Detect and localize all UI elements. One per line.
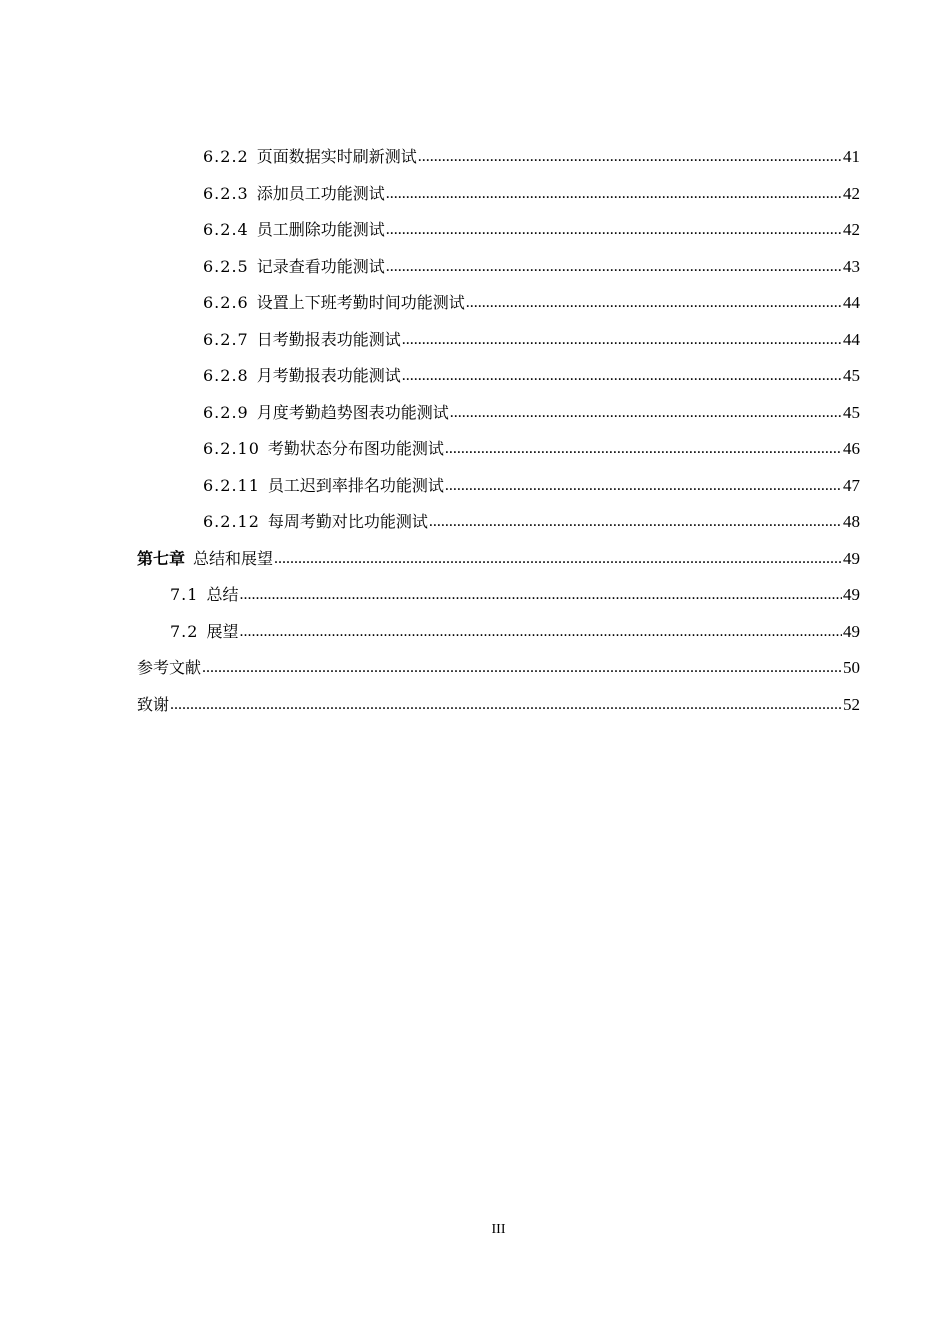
toc-entry[interactable] [170, 569, 860, 605]
toc-entry[interactable] [203, 204, 860, 240]
toc-entry-title: 总结 [206, 585, 239, 604]
toc-entry-page: 45 [843, 402, 860, 422]
toc-dot-leader [402, 366, 842, 386]
toc-entry-number: 6.2.10 [203, 439, 260, 458]
toc-chapter-entry[interactable] [137, 533, 860, 569]
toc-entry[interactable] [137, 679, 860, 715]
toc-entry[interactable] [203, 423, 860, 459]
toc-dot-leader [418, 147, 842, 167]
toc-entry-page: 50 [843, 658, 860, 677]
toc-entry-title: 员工删除功能测试 [256, 220, 385, 239]
toc-dot-leader [386, 220, 842, 240]
toc-entry-number: 7.1 [170, 585, 199, 604]
toc-entry-number: 6.2.11 [203, 475, 260, 495]
toc-entry-page: 49 [843, 585, 860, 604]
toc-entry[interactable] [203, 277, 860, 313]
page-footer-number: III [491, 1222, 506, 1237]
toc-entry-title: 月考勤报表功能测试 [256, 366, 401, 385]
toc-entry[interactable] [203, 241, 860, 277]
toc-entry-title: 设置上下班考勤时间功能测试 [256, 293, 465, 312]
toc-entry-number: 6.2.9 [203, 402, 249, 422]
toc-entry-title: 参考文献 [137, 658, 202, 677]
toc-dot-leader [386, 257, 842, 277]
toc-entry[interactable] [203, 314, 860, 350]
toc-entry-title: 页面数据实时刷新测试 [256, 147, 417, 166]
toc-entry-page: 46 [843, 439, 860, 458]
toc-entry[interactable] [203, 131, 860, 167]
toc-entry-page: 41 [843, 147, 860, 166]
toc-dot-leader [466, 293, 842, 313]
toc-entry[interactable] [203, 168, 860, 204]
toc-dot-leader [445, 439, 842, 459]
toc-entry[interactable] [203, 460, 860, 496]
toc-dot-leader [170, 695, 842, 715]
toc-entry[interactable] [203, 387, 860, 423]
toc-chapter-label: 第七章 [137, 548, 186, 568]
toc-entry-number: 6.2.4 [203, 220, 249, 239]
toc-entry[interactable] [203, 496, 860, 532]
toc-entry-page: 44 [843, 329, 860, 349]
toc-entry-number: 6.2.2 [203, 147, 249, 166]
toc-entry-page: 44 [843, 293, 860, 312]
toc-dot-leader [239, 585, 842, 605]
toc-entry-page: 43 [843, 256, 860, 276]
toc-entry-title: 展望 [206, 621, 239, 641]
toc-entry-number: 7.2 [170, 621, 199, 641]
toc-entry-title: 日考勤报表功能测试 [256, 329, 401, 349]
toc-dot-leader [429, 512, 842, 532]
toc-entry-title: 致谢 [137, 694, 170, 714]
toc-entry-number: 6.2.3 [203, 183, 249, 203]
toc-entry-number: 6.2.5 [203, 256, 249, 276]
toc-entry-page: 42 [843, 220, 860, 239]
toc-dot-leader [274, 549, 842, 569]
toc-entry-title: 添加员工功能测试 [256, 183, 385, 203]
toc-entry-number: 6.2.6 [203, 293, 249, 312]
toc-entry[interactable] [203, 350, 860, 386]
toc-entry-number: 6.2.7 [203, 329, 249, 349]
toc-entry-page: 45 [843, 366, 860, 385]
toc-entry-title: 记录查看功能测试 [256, 256, 385, 276]
toc-entry-number: 6.2.12 [203, 512, 260, 531]
toc-entry-title: 总结和展望 [193, 548, 274, 568]
toc-entry-title: 月度考勤趋势图表功能测试 [256, 402, 449, 422]
toc-entry-page: 47 [843, 475, 860, 495]
toc-entry[interactable] [170, 606, 860, 642]
toc-entry-page: 49 [843, 548, 860, 568]
toc-dot-leader [402, 330, 842, 350]
toc-entry-title: 每周考勤对比功能测试 [267, 512, 428, 531]
toc-entry-page: 49 [843, 621, 860, 641]
toc-dot-leader [445, 476, 842, 496]
toc-dot-leader [239, 622, 842, 642]
toc-entry-page: 48 [843, 512, 860, 531]
toc-dot-leader [202, 658, 842, 678]
toc-entry-title: 员工迟到率排名功能测试 [267, 475, 444, 495]
toc-dot-leader [386, 184, 842, 204]
toc-dot-leader [450, 403, 842, 423]
toc-entry-number: 6.2.8 [203, 366, 249, 385]
toc-entry-title: 考勤状态分布图功能测试 [267, 439, 444, 458]
toc-entry-page: 42 [843, 183, 860, 203]
toc-entry-page: 52 [843, 694, 860, 714]
toc-entry[interactable] [137, 642, 860, 678]
